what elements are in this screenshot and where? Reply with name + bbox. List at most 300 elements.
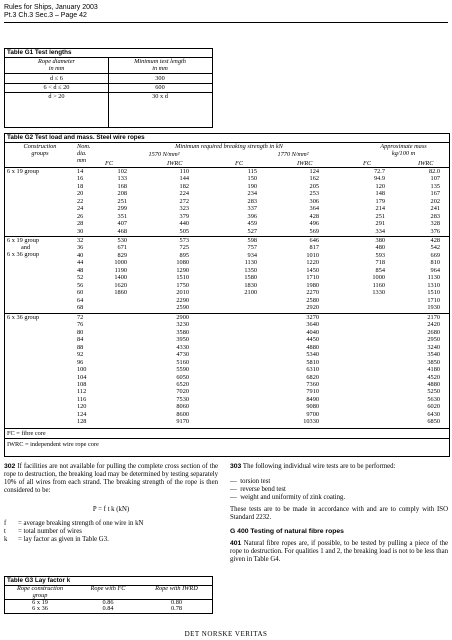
g2-head-mm: mm	[77, 157, 87, 164]
table-cell: 323	[179, 205, 189, 213]
table-cell: 396	[247, 212, 257, 220]
table-cell: 1190	[114, 266, 127, 274]
table-cell	[235, 351, 257, 358]
table-cell	[363, 403, 385, 410]
list-item: — torsion test	[230, 478, 271, 485]
table-cell: 144	[179, 175, 189, 183]
table-cell	[235, 359, 257, 366]
table-cell: 328	[430, 220, 440, 228]
table-cell: 44	[77, 259, 84, 267]
table-cell	[105, 314, 127, 321]
table-cell: 854	[375, 266, 385, 274]
table-cell: 102	[117, 168, 127, 175]
table-cell: 241	[430, 205, 440, 213]
table-cell	[105, 374, 127, 381]
table-cell: 3540	[427, 351, 440, 359]
table-cell	[105, 381, 127, 388]
table-cell: 128	[77, 418, 87, 426]
table-cell	[363, 418, 385, 425]
header-line-2: Pt.3 Ch.3 Sec.3 – Page 42	[4, 12, 87, 19]
table-cell: 110	[179, 168, 189, 175]
table-cell: 379	[179, 212, 189, 220]
table-cell: 407	[117, 220, 127, 228]
table-cell: 1450	[306, 266, 319, 274]
para-302-text: If facilities are not available for pulling the complete cross section of the rope to destruction, the breaking load may be determined by testing separately 10% of all wires from each strand. The breaking strength of the rope is then considered to be:	[4, 463, 219, 494]
table-cell: 283	[430, 212, 440, 220]
table-cell: 224	[179, 190, 189, 198]
table-cell: 100	[77, 366, 87, 374]
table-cell: 1350	[244, 266, 257, 274]
table-cell: 1510	[427, 289, 440, 297]
table-cell: 9080	[306, 403, 319, 411]
g2-col-fc1570	[105, 237, 127, 297]
g2-group-2-label-1: 6 x 19 group	[7, 237, 40, 244]
table-cell: 964	[430, 266, 440, 274]
table-cell: 718	[375, 259, 385, 267]
g1-col1-unit: in mm	[48, 65, 65, 72]
g2-col-iw1570	[167, 237, 189, 311]
table-cell	[363, 344, 385, 351]
table-cell	[363, 388, 385, 395]
table-cell: 251	[117, 197, 127, 205]
table-cell: 6020	[427, 403, 440, 411]
table-cell	[235, 297, 257, 304]
table-g2-caption: Table G2 Test load and mass. Steel wire ropes	[7, 134, 145, 141]
table-cell: 6050	[176, 373, 189, 381]
g2-head-construction: Construction	[23, 143, 57, 150]
g2-col-mfc	[363, 237, 385, 297]
table-cell: 82.0	[428, 168, 440, 175]
table-cell	[105, 388, 127, 395]
table-cell: 72	[77, 314, 84, 321]
para-302-definitions	[4, 520, 218, 544]
table-cell: 4880	[427, 380, 440, 388]
table-cell: 505	[179, 227, 189, 235]
g2-head-mass-unit: kg/100 m	[391, 150, 416, 157]
table-cell: 18	[77, 182, 84, 190]
table-cell	[235, 344, 257, 351]
table-cell	[363, 359, 385, 366]
table-cell: 542	[430, 244, 440, 252]
table-cell: 4330	[176, 343, 189, 351]
g2-col-dia	[77, 168, 99, 235]
formula-302: P = f t k (kN)	[92, 506, 130, 513]
def-f-symbol: f	[4, 520, 7, 527]
table-cell: 7360	[306, 380, 319, 388]
table-cell: 3270	[306, 314, 319, 321]
table-cell: 299	[117, 205, 127, 213]
page-header	[4, 4, 98, 20]
table-cell: 6850	[427, 418, 440, 426]
g2-group-3-label: 6 x 36 group	[7, 314, 40, 321]
g2-col-fc1570	[105, 314, 127, 321]
table-g3-caption: Table G3 Lay factor k	[7, 577, 71, 584]
table-cell: 8060	[176, 403, 189, 411]
table-cell: 527	[247, 227, 257, 235]
table-cell: 10330	[303, 418, 319, 426]
table-cell: 496	[309, 220, 319, 228]
table-cell: 2950	[427, 336, 440, 344]
table-cell: 5250	[427, 388, 440, 396]
table-cell: 3240	[427, 343, 440, 351]
table-cell: 115	[247, 168, 257, 175]
g1-row-1-dia: d ≤ 6	[50, 75, 63, 82]
table-cell: 133	[117, 175, 127, 183]
g2-group-1-label: 6 x 19 group	[7, 168, 40, 175]
table-cell	[363, 297, 385, 304]
para-303-after: These tests are to be made in accordance with and are to comply with ISO Standard 2232.	[230, 506, 448, 521]
table-cell: 1710	[427, 296, 440, 304]
table-cell: 4180	[427, 366, 440, 374]
g1-col2-unit: in mm	[152, 65, 168, 72]
table-cell	[105, 329, 127, 336]
table-cell: 1310	[427, 281, 440, 289]
g3-row-1-iwrd: 0.80	[170, 599, 183, 606]
table-cell: 14	[77, 168, 84, 175]
g2-col-iw1770	[297, 168, 319, 235]
g2-head-1770: 1770 N/mm²	[277, 151, 309, 158]
table-cell: 2010	[176, 289, 189, 297]
table-cell: 162	[309, 175, 319, 183]
g3-row-2-iwrd: 0.78	[170, 605, 183, 612]
table-cell: 2590	[176, 303, 189, 311]
table-cell: 52	[77, 274, 84, 282]
g2-sub-iwrc-1570: IWRC	[167, 160, 183, 167]
table-cell	[235, 374, 257, 381]
table-cell: 179	[375, 197, 385, 205]
table-cell: 20	[77, 190, 84, 198]
g2-col-iw1770	[297, 314, 319, 426]
table-cell: 36	[77, 244, 84, 252]
table-cell	[105, 366, 127, 373]
g3-row-1-fc: 0.86	[102, 599, 114, 606]
table-cell: 24	[77, 205, 84, 213]
table-cell: 9170	[176, 418, 189, 426]
g2-sub-iwrc-mass: IWRC	[418, 160, 434, 167]
table-cell	[235, 396, 257, 403]
table-cell: 1620	[114, 281, 127, 289]
g2-col-fc1770	[235, 168, 257, 235]
table-cell: 92	[77, 351, 84, 359]
table-cell	[363, 336, 385, 343]
table-cell	[105, 321, 127, 328]
table-cell: 4450	[306, 336, 319, 344]
table-cell	[363, 374, 385, 381]
table-cell	[105, 418, 127, 425]
para-302-number: 302	[4, 463, 16, 470]
table-cell: 934	[247, 251, 257, 259]
g3-head-construction: Rope construction	[17, 585, 63, 592]
table-cell: 16	[77, 175, 84, 183]
para-303	[230, 463, 448, 471]
table-cell: 1860	[114, 289, 127, 297]
table-cell: 1830	[244, 281, 257, 289]
header-line-1: Rules for Ships, January 2003	[4, 4, 98, 11]
g2-group-2-label-3: 6 x 36 group	[7, 251, 40, 258]
table-cell	[363, 396, 385, 403]
g2-head-mass: Approximate mass	[380, 143, 427, 150]
table-cell: 30	[77, 227, 84, 235]
table-cell: 757	[247, 244, 257, 252]
table-g3	[4, 576, 213, 614]
table-cell: 148	[375, 190, 385, 198]
table-cell: 60	[77, 289, 84, 297]
table-cell	[363, 411, 385, 418]
table-cell: 3850	[427, 358, 440, 366]
table-cell: 202	[430, 197, 440, 205]
table-cell: 2420	[427, 321, 440, 329]
table-cell: 64	[77, 296, 84, 304]
table-cell: 6430	[427, 410, 440, 418]
table-cell: 32	[77, 237, 84, 244]
table-cell: 1750	[176, 281, 189, 289]
g2-col-miw	[418, 168, 440, 235]
page-footer: DET NORSKE VERITAS	[184, 630, 268, 638]
table-cell: 1290	[176, 266, 189, 274]
para-401-number: 401	[230, 540, 242, 547]
table-cell: 291	[375, 220, 385, 228]
table-cell: 1160	[372, 281, 385, 289]
table-cell: 1400	[114, 274, 127, 282]
table-cell: 234	[247, 190, 257, 198]
table-cell: 22	[77, 197, 84, 205]
table-cell	[363, 321, 385, 328]
table-g1	[4, 48, 213, 128]
table-cell: 5340	[306, 351, 319, 359]
table-cell	[105, 359, 127, 366]
g1-row-2-dia: 6 < d ≤ 20	[43, 84, 70, 91]
table-cell: 72.7	[373, 168, 385, 175]
g2-col-iw1570	[167, 314, 189, 426]
table-cell: 56	[77, 281, 84, 289]
g2-sub-fc-1570: FC	[105, 160, 114, 167]
g2-col-dia	[77, 314, 99, 426]
table-cell	[235, 336, 257, 343]
table-cell: 646	[309, 237, 319, 244]
table-cell	[105, 351, 127, 358]
table-cell: 88	[77, 343, 84, 351]
g2-col-fc1770	[235, 314, 257, 321]
table-cell	[235, 381, 257, 388]
table-cell: 1330	[372, 289, 385, 297]
table-cell: 94.9	[373, 175, 385, 183]
g2-col-fc1770	[235, 237, 257, 297]
table-cell: 1000	[372, 274, 385, 282]
table-cell: 810	[430, 259, 440, 267]
table-cell: 5160	[176, 358, 189, 366]
table-cell: 669	[430, 251, 440, 259]
table-cell: 4040	[306, 328, 319, 336]
g2-head-nom: Nom.	[77, 143, 91, 150]
g2-col-miw	[418, 314, 440, 426]
table-cell: 80	[77, 328, 84, 336]
table-cell: 530	[117, 237, 127, 244]
para-401	[230, 540, 448, 564]
g1-col2-head: Minimum test length	[134, 58, 186, 65]
table-cell: 116	[77, 395, 87, 403]
para-303-list	[230, 478, 448, 502]
table-cell: 6820	[306, 373, 319, 381]
g2-head-min-strength: Minimum required breaking strength in kN	[175, 143, 283, 150]
table-cell: 107	[430, 175, 440, 183]
table-cell	[105, 403, 127, 410]
table-g2	[4, 133, 450, 457]
table-cell	[363, 329, 385, 336]
g2-col-iw1570	[167, 168, 189, 235]
g1-row-1-length: 300	[155, 75, 165, 82]
table-cell: 9700	[306, 410, 319, 418]
table-cell: 135	[430, 182, 440, 190]
table-cell: 190	[247, 182, 257, 190]
table-g1-caption: Table G1 Test lengths	[7, 49, 72, 56]
g3-head-fc: Rope with FC	[90, 585, 126, 592]
table-cell	[105, 396, 127, 403]
table-cell: 112	[77, 388, 87, 396]
table-cell: 84	[77, 336, 84, 344]
table-cell	[363, 314, 385, 321]
table-cell: 6310	[306, 366, 319, 374]
table-cell: 829	[117, 251, 127, 259]
para-303-number: 303	[230, 463, 242, 470]
table-cell: 3580	[176, 328, 189, 336]
table-cell: 7910	[306, 388, 319, 396]
table-cell: 725	[179, 244, 189, 252]
table-cell: 376	[430, 227, 440, 235]
g2-footnote-iwrc: IWRC = independent wire rope core	[7, 441, 99, 448]
table-cell: 364	[309, 205, 319, 213]
table-cell: 2170	[427, 314, 440, 321]
table-cell: 1930	[427, 303, 440, 311]
table-cell: 5630	[427, 395, 440, 403]
g3-head-group: group	[32, 592, 48, 599]
table-cell: 351	[117, 212, 127, 220]
def-t-symbol: t	[4, 528, 6, 535]
table-cell	[105, 411, 127, 418]
table-cell	[105, 336, 127, 343]
header-rule	[4, 22, 448, 23]
table-cell: 1000	[114, 259, 127, 267]
g2-head-dia: dia.	[77, 150, 87, 157]
table-cell: 306	[309, 197, 319, 205]
table-cell: 1220	[306, 259, 319, 267]
g3-row-1-construction: 6 x 19	[32, 599, 48, 606]
table-cell	[105, 344, 127, 351]
g2-col-mfc	[363, 314, 385, 321]
g2-col-mfc	[363, 168, 385, 235]
g1-col1-head: Rope diameter	[38, 58, 75, 65]
table-cell: 6520	[176, 380, 189, 388]
table-cell: 1130	[244, 259, 257, 267]
table-cell: 3950	[176, 336, 189, 344]
table-cell	[363, 366, 385, 373]
para-303-text: The following individual wire tests are to be performed:	[242, 463, 396, 470]
table-cell: 569	[309, 227, 319, 235]
table-cell: 3640	[306, 321, 319, 329]
table-cell	[235, 366, 257, 373]
table-cell: 124	[309, 168, 319, 175]
table-cell	[235, 418, 257, 425]
table-cell: 40	[77, 251, 84, 259]
table-cell: 334	[375, 227, 385, 235]
g3-row-2-fc: 0.84	[102, 605, 114, 612]
table-cell: 5810	[306, 358, 319, 366]
table-cell: 182	[179, 182, 189, 190]
table-cell: 108	[77, 380, 87, 388]
table-cell: 2100	[244, 289, 257, 297]
table-cell: 1010	[306, 251, 319, 259]
g1-row-3-dia: d > 20	[48, 93, 65, 100]
g1-row-3-length: 30 x d	[152, 93, 168, 100]
table-cell	[105, 304, 127, 311]
table-cell: 7530	[176, 395, 189, 403]
def-f-text: = average breaking strength of one wire in kN	[18, 520, 144, 527]
g2-col-iw1770	[297, 237, 319, 311]
g3-row-2-construction: 6 x 36	[32, 605, 48, 612]
table-cell: 4520	[427, 373, 440, 381]
table-cell: 208	[117, 190, 127, 198]
table-cell	[235, 403, 257, 410]
table-cell: 428	[430, 237, 440, 244]
table-cell: 4880	[306, 343, 319, 351]
g2-sub-iwrc-1770: IWRC	[297, 160, 313, 167]
table-cell: 8600	[176, 410, 189, 418]
g2-head-groups: groups	[31, 150, 49, 157]
table-cell: 2580	[306, 296, 319, 304]
table-cell	[235, 329, 257, 336]
g2-sub-fc-mass: FC	[363, 160, 372, 167]
table-cell: 28	[77, 220, 84, 228]
g2-head-1570: 1570 N/mm²	[148, 151, 180, 158]
def-k-text: = lay factor as given in Table G3.	[18, 536, 109, 543]
table-cell: 480	[375, 244, 385, 252]
table-cell: 104	[77, 373, 87, 381]
table-cell: 3230	[176, 321, 189, 329]
g2-sub-fc-1770: FC	[235, 160, 244, 167]
table-cell: 253	[309, 190, 319, 198]
table-cell: 214	[375, 205, 385, 213]
table-cell: 2270	[306, 289, 319, 297]
table-cell: 120	[375, 182, 385, 190]
table-cell: 593	[375, 251, 385, 259]
table-cell: 459	[247, 220, 257, 228]
table-cell	[235, 388, 257, 395]
g2-group-2-label-2: and	[21, 244, 31, 251]
table-cell: 167	[430, 190, 440, 198]
table-cell: 1510	[176, 274, 189, 282]
table-cell: 7020	[176, 388, 189, 396]
table-cell: 272	[179, 197, 189, 205]
list-item: — weight and uniformity of zink coating.	[230, 494, 346, 501]
table-cell: 8490	[306, 395, 319, 403]
table-cell: 26	[77, 212, 84, 220]
table-cell	[363, 304, 385, 311]
table-cell	[235, 314, 257, 321]
table-cell	[235, 411, 257, 418]
table-cell: 48	[77, 266, 84, 274]
table-cell: 817	[309, 244, 319, 252]
table-cell: 120	[77, 403, 87, 411]
table-cell	[363, 381, 385, 388]
table-cell	[363, 351, 385, 358]
table-cell: 2920	[306, 303, 319, 311]
def-t-text: = total number of wires	[18, 528, 82, 535]
table-cell: 1580	[244, 274, 257, 282]
table-cell: 4730	[176, 351, 189, 359]
g2-col-miw	[418, 237, 440, 311]
table-cell: 1980	[306, 281, 319, 289]
g2-col-dia	[77, 237, 99, 311]
g2-col-fc1570	[105, 168, 127, 235]
